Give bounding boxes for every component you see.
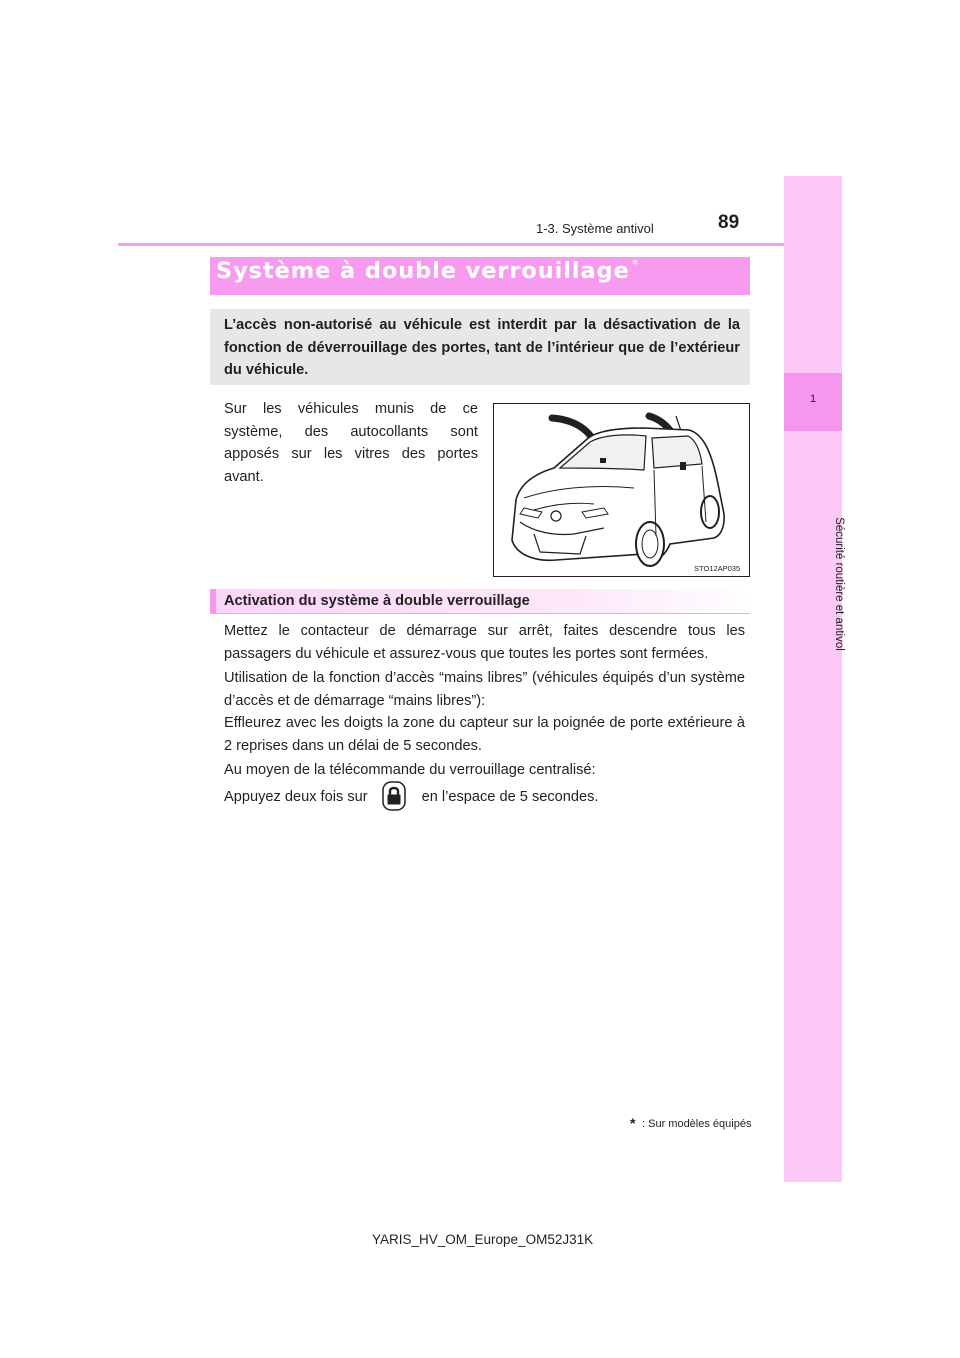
chapter-title: Sécurité routière et antivol [833, 517, 845, 651]
section-reference: 1-3. Système antivol [536, 221, 654, 236]
lock-icon [382, 781, 406, 811]
body-paragraph-prepare: Mettez le contacteur de démarrage sur arrêt, faites descendre tous les passagers du véhicule et assurez-vous que toutes les portes sont fermées. [224, 623, 745, 662]
intro-text: L’accès non-autorisé au véhicule est interdit par la désactivation de la fonction de déverrouillage des portes, tant de l’intérieur que de l’extérieur du véhicule. [224, 317, 740, 379]
body-paragraph-press [224, 786, 598, 809]
subheader-title: Activation du système à double verrouillage [224, 593, 530, 609]
footnote-marker: * [630, 1115, 636, 1131]
subheader-accent [210, 589, 216, 614]
title-footnote-marker: * [631, 257, 640, 273]
body-paragraph-remote: Au moyen de la télécommande du verrouillage centralisé: [224, 762, 596, 778]
press-text-before: Appuyez deux fois sur [224, 789, 368, 805]
footnote-text: : Sur modèles équipés [642, 1118, 752, 1130]
body-paragraph-sensor: Effleurez avec les doigts la zone du capteur sur la poignée de porte extérieure à 2 reprises dans un délai de 5 secondes. [224, 715, 745, 754]
chapter-number: 1 [809, 393, 817, 405]
car-illustration [493, 403, 750, 577]
body-paragraph-smart-entry: Utilisation de la fonction d’accès “mains libres” (véhicules équipés d’un système d’accès et de démarrage “mains libres”): [224, 670, 745, 709]
car-illustration-icon [494, 404, 749, 576]
subheader-rule [210, 613, 750, 614]
page-title [216, 258, 639, 284]
header-rule [118, 243, 842, 246]
page-title-text: Système à double verrouillage [216, 258, 630, 284]
page-number: 89 [718, 212, 740, 233]
footer-document-id: YARIS_HV_OM_Europe_OM52J31K [372, 1232, 594, 1247]
press-text-after: en l’espace de 5 secondes. [421, 789, 599, 805]
body-paragraph-stickers: Sur les véhicules munis de ce système, des autocollants sont apposés sur les vitres des portes avant. [224, 401, 478, 485]
illustration-code: STO12AP035 [694, 564, 741, 573]
